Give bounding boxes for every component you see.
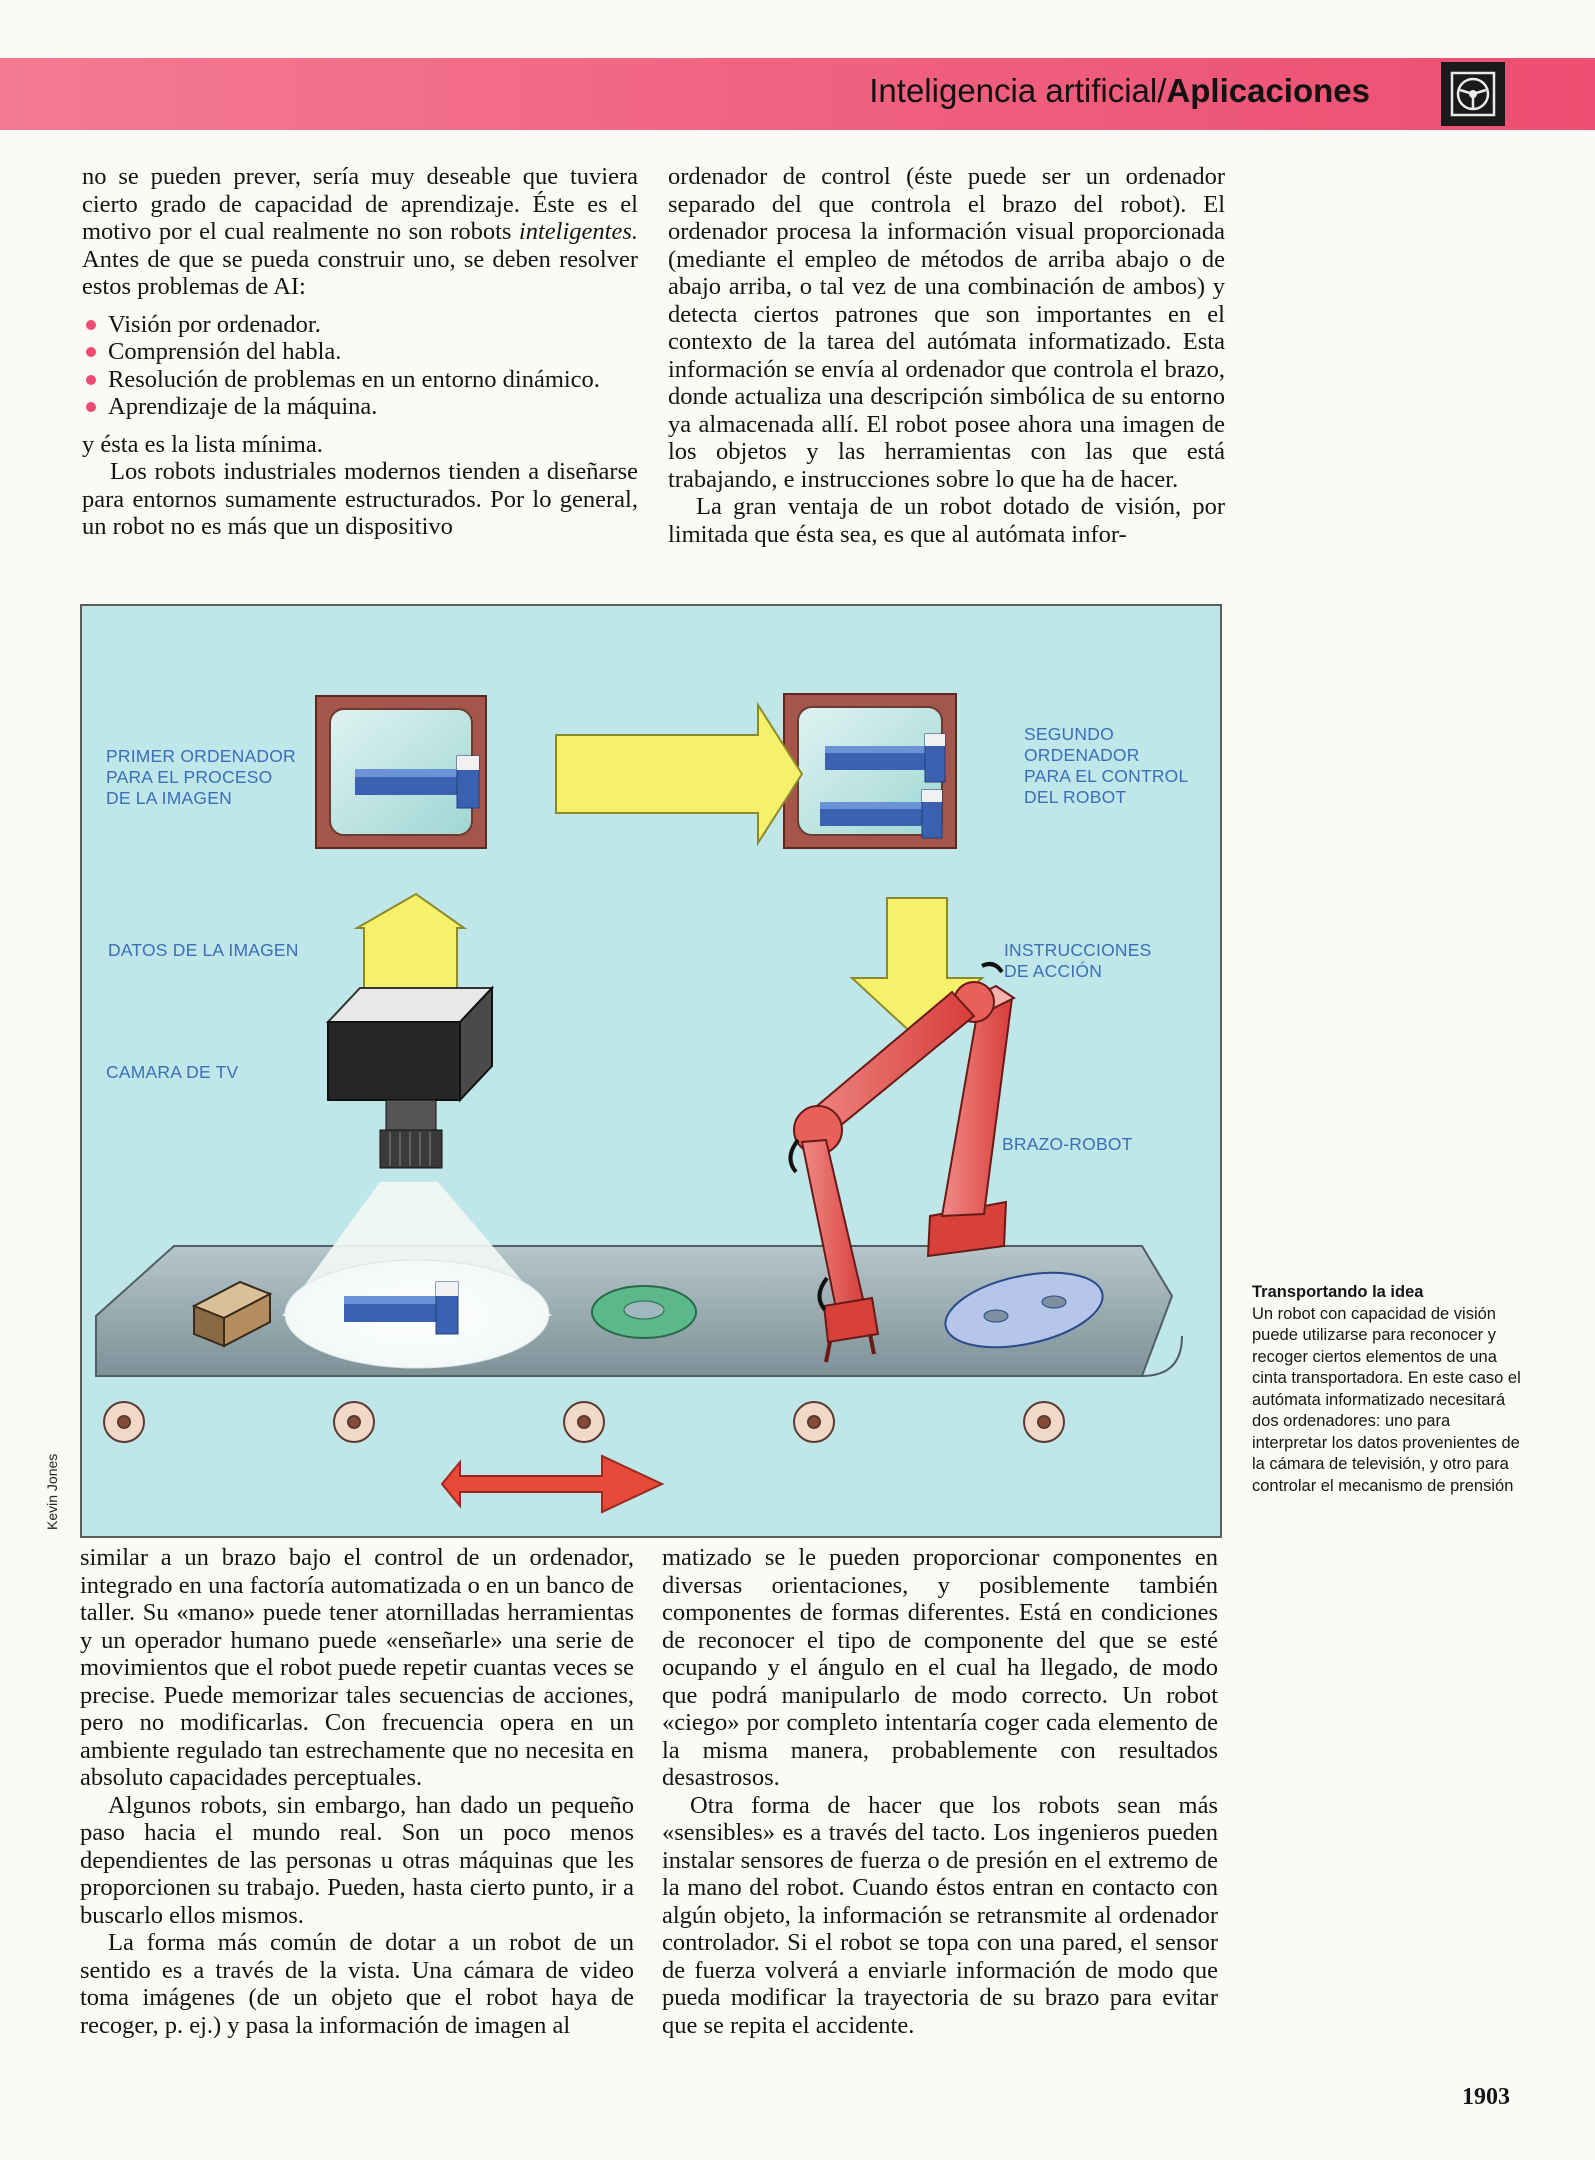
list-item	[82, 366, 638, 394]
column-top-right	[668, 163, 1225, 548]
column-bottom-right	[662, 1544, 1218, 2039]
column-bottom-left	[80, 1544, 634, 2039]
paragraph: La forma más común de dotar a un robot de un sentido es a través de la vista. Una cámara de video toma imágenes (de un objeto que el robot haya de recoger, p. ej.) y pasa la información de imagen al	[80, 1929, 634, 2039]
illustration-credit: Kevin Jones	[44, 1453, 60, 1530]
conveyor-rollers	[104, 1402, 1064, 1442]
bullet-icon	[86, 320, 96, 330]
bullet-icon	[86, 347, 96, 357]
list-item-text: Aprendizaje de la máquina.	[108, 393, 378, 420]
caption-title: Transportando la idea	[1252, 1283, 1424, 1301]
paragraph: Los robots industriales modernos tienden a diseñarse para entornos sumamente estructurados. Por lo general, un robot no es más que un dispositivo	[82, 458, 638, 540]
paragraph-text: no se pueden prever, sería muy deseable que tuviera cierto grado de capacidad de aprendizaje. Éste es el motivo por el cual realmente no son robots	[82, 163, 638, 245]
label-robot-arm: BRAZO-ROBOT	[1002, 1134, 1133, 1154]
paragraph-text: Antes de que se pueda construir uno, se deben resolver estos problemas de AI:	[82, 245, 638, 300]
conveyor-direction-arrow	[442, 1456, 662, 1512]
list-item-text: Comprensión del habla.	[108, 338, 342, 365]
section-title-category: Inteligencia artificial/	[869, 72, 1167, 109]
second-computer-monitor	[784, 694, 956, 848]
caption-body: Un robot con capacidad de visión puede utilizarse para reconocer y recoger ciertos elementos de una cinta transportadora. En este caso el autómata informatizado necesitará dos ordenadores: uno para interpretar los datos provenientes de la cámara de televisión, y otro para controlar el mecanismo de prensión	[1252, 1304, 1521, 1495]
bullet-list	[82, 311, 638, 421]
illustration-robot-vision	[80, 604, 1222, 1538]
paragraph: matizado se le pueden proporcionar componentes en diversas orientaciones, y posiblemente también componentes de formas diferentes. Está en condiciones de reconocer el tipo de componente del que se esté ocupando y el ángulo en el cual ha llegado, de modo que podrá manipularlo de modo correcto. Un robot «ciego» por completo intentaría coger cada elemento de la misma manera, probablemente con resultados desastrosos.	[662, 1544, 1218, 1791]
column-top-left	[82, 163, 638, 541]
list-item	[82, 338, 638, 366]
paragraph: Algunos robots, sin embargo, han dado un pequeño paso hacia el mundo real. Son un poco menos dependientes de las personas u otras máquinas que les proporcionen su trabajo. Pueden, hasta cierto punto, ir a buscarlo ellos mismos.	[80, 1791, 634, 1929]
list-item-text: Resolución de problemas en un entorno dinámico.	[108, 365, 600, 393]
paragraph: La gran ventaja de un robot dotado de visión, por limitada que ésta sea, es que al autómata infor-	[668, 493, 1225, 548]
header-band	[0, 58, 1595, 130]
label-action-instructions: INSTRUCCIONES DE ACCIÓN	[1004, 940, 1152, 981]
label-tv-camera: CAMARA DE TV	[106, 1062, 239, 1082]
steering-wheel-icon	[1441, 62, 1505, 126]
label-first-computer: PRIMER ORDENADOR PARA EL PROCESO DE LA IMAGEN	[106, 746, 296, 808]
tv-camera	[328, 988, 492, 1168]
list-item	[82, 393, 638, 421]
label-image-data: DATOS DE LA IMAGEN	[108, 940, 299, 960]
paragraph: y ésta es la lista mínima.	[82, 430, 323, 458]
bullet-icon	[86, 402, 96, 412]
paragraph: ordenador de control (éste puede ser un ordenador separado del que controla el brazo del robot). El ordenador procesa la información visual proporcionada (mediante el empleo de métodos de arriba abajo o de abajo arriba, o tal vez de una combinación de ambos) y detecta ciertos patrones que son importantes en el contexto de la tarea del autómata informatizado. Esta información se envía al ordenador que controla el brazo, donde actualiza una descripción simbólica de su entorno ya almacenada allí. El robot posee ahora una imagen de los objetos y las herramientas con las que está trabajando, e instrucciones sobre lo que ha de hacer.	[668, 163, 1225, 493]
paragraph	[82, 163, 638, 301]
emphasis-text: inteligentes.	[518, 218, 638, 245]
washer-on-conveyor	[592, 1286, 696, 1338]
bullet-icon	[86, 375, 96, 385]
label-second-computer: SEGUNDO ORDENADOR PARA EL CONTROL DEL ROBOT	[1024, 724, 1189, 807]
arrow-between-computers	[556, 705, 802, 843]
page-number: 1903	[1462, 2084, 1510, 2110]
first-computer-monitor	[316, 696, 486, 848]
list-item	[82, 311, 638, 339]
arrow-image-data-up	[357, 894, 464, 992]
paragraph: similar a un brazo bajo el control de un ordenador, integrado en una factoría automatizada o en un banco de taller. Su «mano» puede tener atornilladas herramientas y un operador humano puede «enseñarle» una serie de movimientos que el robot puede repetir cuantas veces se precise. Puede memorizar tales secuencias de acciones, pero no modificarlas. Con frecuencia opera en un ambiente regulado tan estrechamente que no necesita en absoluto capacidades perceptuales.	[80, 1544, 634, 1791]
section-title-topic: Aplicaciones	[1166, 72, 1370, 109]
figure-caption	[1252, 1282, 1522, 1497]
section-title	[869, 72, 1370, 110]
paragraph: Otra forma de hacer que los robots sean más «sensibles» es a través del tacto. Los ingenieros pueden instalar sensores de fuerza o de presión en el extremo de la mano del robot. Cuando éstos entran en contacto con algún objeto, la información se retransmite al ordenador controlador. Si el robot se topa con una pared, el sensor de fuerza volverá a enviarle información de modo que pueda modificar la trayectoria de su brazo para evitar que se repita el accidente.	[662, 1791, 1218, 2039]
list-item-text: Visión por ordenador.	[108, 310, 321, 338]
